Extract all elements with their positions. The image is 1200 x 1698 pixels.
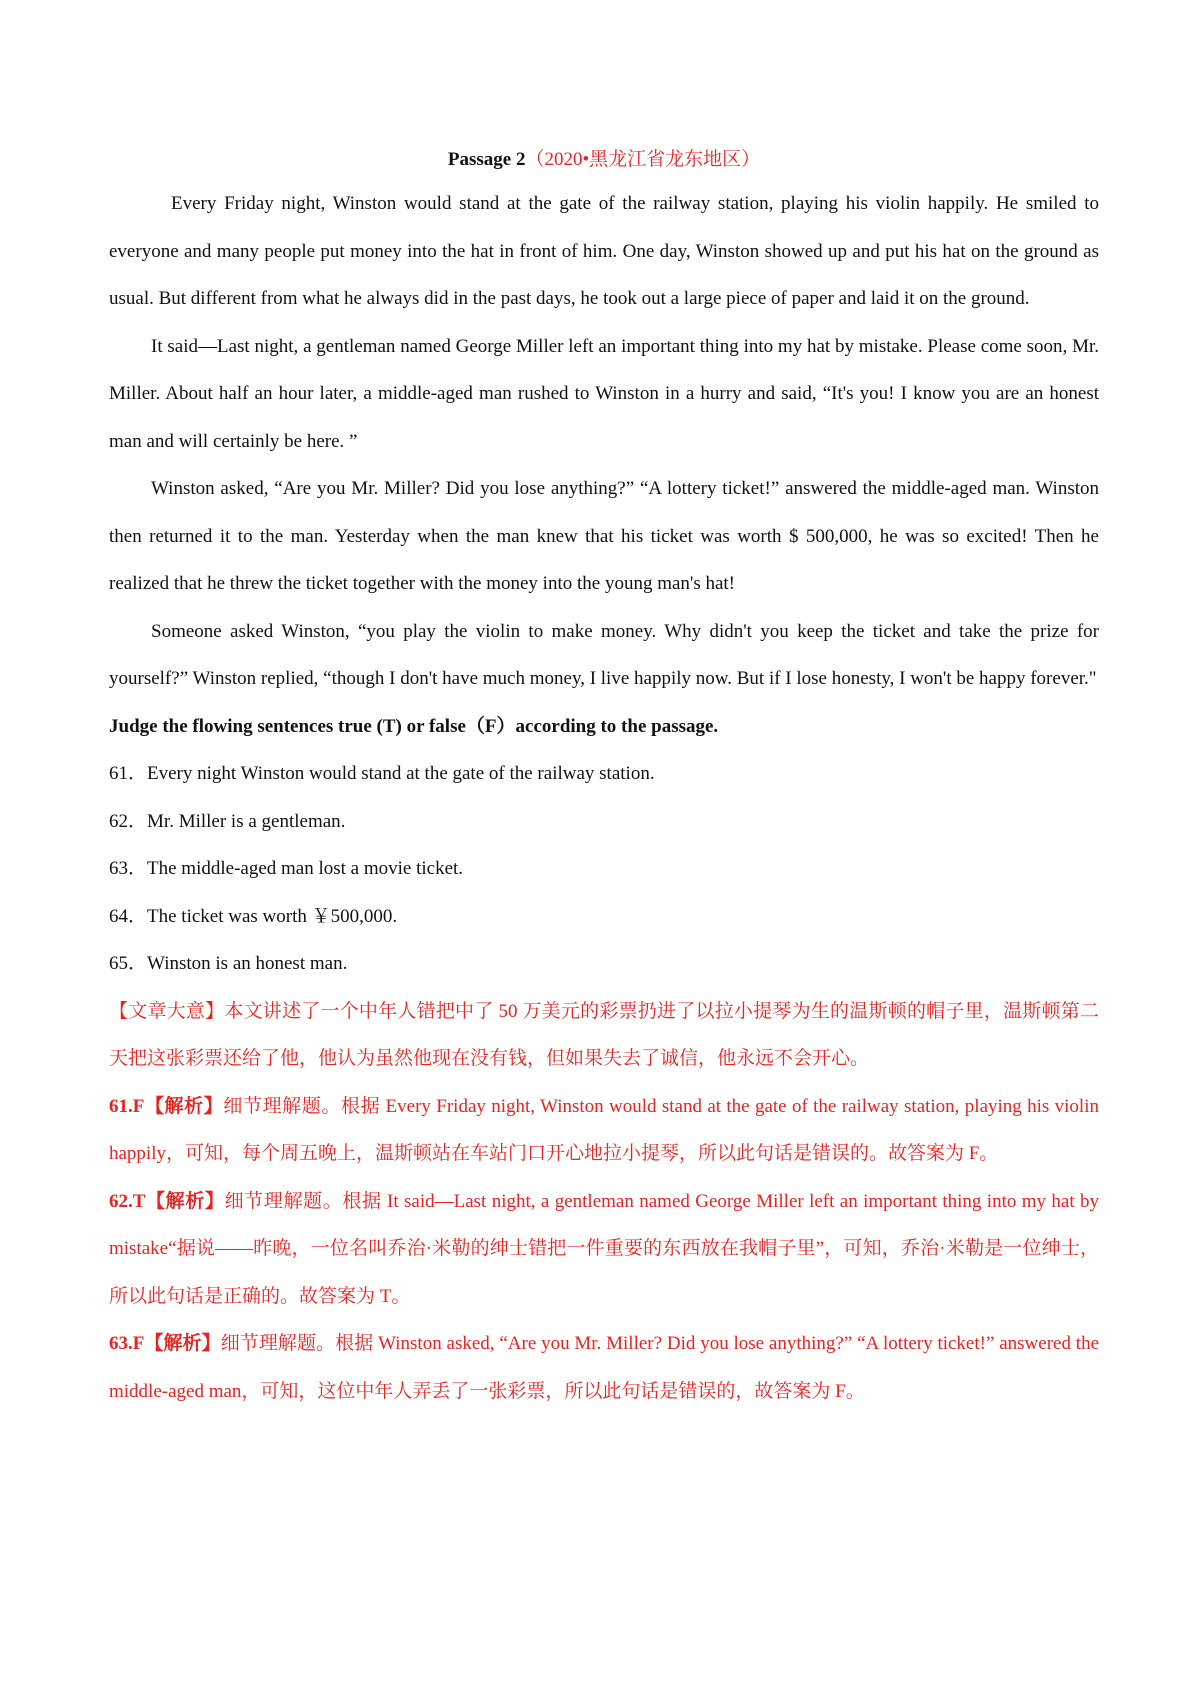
question-number: 65． xyxy=(109,953,148,974)
document-page xyxy=(109,140,1099,1415)
question-text: The middle-aged man lost a movie ticket. xyxy=(147,858,464,879)
answer-text: 细节理解题。根据 Winston asked, “Are you Mr. Miller? Did you lose anything?” “A lottery ticket!” answered the middle-aged man，可知，这位中年人弄丢了一张彩票，所以此句话是错误的，故答案为 F。 xyxy=(109,1333,1099,1402)
question-64 xyxy=(109,893,1099,941)
question-61 xyxy=(109,750,1099,798)
answer-label: 63.F【解析】 xyxy=(109,1333,221,1354)
question-number: 64． xyxy=(109,905,148,927)
question-62 xyxy=(109,798,1099,846)
answer-63 xyxy=(109,1320,1099,1415)
question-text: Winston is an honest man. xyxy=(147,953,348,974)
summary-paragraph xyxy=(109,988,1099,1083)
passage-source: （2020•黑龙江省龙东地区） xyxy=(525,149,761,170)
question-63 xyxy=(109,845,1099,893)
question-number: 61． xyxy=(109,763,148,784)
summary-label: 【文章大意】 xyxy=(109,1000,225,1022)
answer-label: 62.T【解析】 xyxy=(109,1190,225,1212)
question-65 xyxy=(109,940,1099,988)
passage-paragraph-1: Every Friday night, Winston would stand at the gate of the railway station, playing his violin happily. He smiled to everyone and many people put money into the hat in front of him. One day, Winston showed up and put his hat on the ground as usual. But different from what he always did in the past days, he took out a large piece of paper and laid it on the ground. xyxy=(109,193,1099,309)
passage-paragraph-2: It said—Last night, a gentleman named George Miller left an important thing into my hat by mistake. Please come soon, Mr. Miller. About half an hour later, a middle-aged man rushed to Winston in a hurry and said, “It's you! I know you are an honest man and will certainly be here. ” xyxy=(109,335,1099,452)
passage-paragraph-3: Winston asked, “Are you Mr. Miller? Did you lose anything?” “A lottery ticket!” answered the middle-aged man. Winston then returned it to the man. Yesterday when the man knew that his ticket was worth $ 500,000, he was so excited! Then he realized that he threw the ticket together with the money into the young man's hat! xyxy=(109,478,1099,594)
question-instruction: Judge the flowing sentences true (T) or false（F）according to the passage. xyxy=(109,715,719,737)
answer-62 xyxy=(109,1178,1099,1321)
passage-title-label: Passage 2 xyxy=(447,149,526,170)
question-text: Every night Winston would stand at the gate of the railway station. xyxy=(147,763,655,784)
passage-paragraph-4: Someone asked Winston, “you play the violin to make money. Why didn't you keep the ticket and take the prize for yourself?” Winston replied, “though I don't have much money, I live happily now. But if I lose honesty, I won't be happy forever." xyxy=(109,620,1099,689)
question-text: Mr. Miller is a gentleman. xyxy=(147,810,346,832)
answer-label: 61.F【解析】 xyxy=(109,1095,224,1117)
summary-text: 本文讲述了一个中年人错把中了 50 万美元的彩票扔进了以拉小提琴为生的温斯顿的帽子里，温斯顿第二天把这张彩票还给了他，他认为虽然他现在没有钱，但如果失去了诚信，他永远不会开心。 xyxy=(109,1000,1099,1069)
question-number: 62． xyxy=(109,810,148,832)
question-text: The ticket was worth ￥500,000. xyxy=(147,905,398,927)
answer-text: 细节理解题。根据 It said—Last night, a gentleman named George Miller left an important thing into my hat by mistake“据说——昨晚，一位名叫乔治·米勒的绅士错把一件重要的东西放在我帽子里”，可知，乔治·米勒是一位绅士，所以此句话是正确的。故答案为 T。 xyxy=(109,1190,1099,1307)
answer-61 xyxy=(109,1083,1099,1178)
answer-text: 细节理解题。根据 Every Friday night, Winston would stand at the gate of the railway station, playing his violin happily，可知，每个周五晚上，温斯顿站在车站门口开心地拉小提琴，所以此句话是错误的。故答案为 F。 xyxy=(109,1095,1099,1164)
question-number: 63． xyxy=(109,858,148,879)
passage-title xyxy=(109,140,1099,180)
